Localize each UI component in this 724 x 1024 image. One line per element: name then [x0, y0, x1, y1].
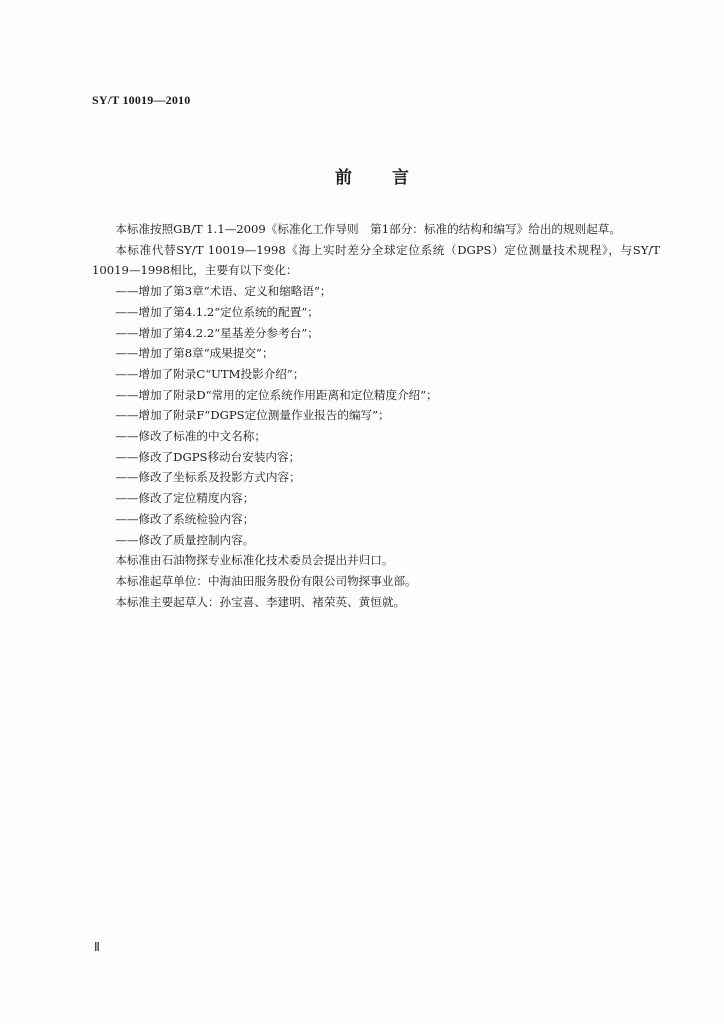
- list-item: ——增加了附录F“DGPS定位测量作业报告的编写”；: [115, 408, 390, 423]
- paragraph-drafting-unit: 本标准起草单位：中海油田服务股份有限公司物探事业部。: [115, 573, 417, 588]
- page-title: 前言: [335, 168, 449, 188]
- list-item: ——增加了第8章“成果提交”；: [115, 346, 274, 361]
- paragraph-drafting-rules: 本标准按照GB/T 1.1—2009《标准化工作导则 第1部分：标准的结构和编写》给出的规则起草。: [115, 222, 621, 236]
- document-body: [92, 219, 660, 612]
- paragraph-drafters: 本标准主要起草人：孙宝喜、李建明、褚荣英、黄恒就。: [115, 594, 406, 609]
- paragraph-proposer: 本标准由石油物探专业标准化技术委员会提出并归口。: [115, 553, 394, 568]
- list-item: ——修改了坐标系及投影方式内容；: [115, 470, 301, 485]
- list-item: ——增加了附录C“UTM投影介绍”；: [115, 366, 305, 381]
- list-item: ——修改了标准的中文名称；: [115, 429, 266, 444]
- list-item: ——修改了定位精度内容；: [115, 491, 255, 506]
- standard-code: SY/T 10019—2010: [92, 93, 191, 107]
- paragraph-replacement: 本标准代替SY/T 10019—1998《海上实时差分全球定位系统（DGPS）定位测量技术规程》，与SY/T 10019—1998相比，主要有以下变化：: [92, 242, 660, 278]
- list-item: ——增加了附录D“常用的定位系统作用距离和定位精度介绍”；: [115, 387, 438, 402]
- page-number: Ⅱ: [94, 940, 100, 954]
- list-item: ——修改了系统检验内容；: [115, 511, 255, 526]
- list-item: ——增加了第3章“术语、定义和缩略语”；: [115, 284, 332, 299]
- list-item: ——增加了第4.2.2“星基差分参考台”；: [115, 325, 319, 340]
- changes-list: [92, 281, 660, 550]
- list-item: ——修改了DGPS移动台安装内容；: [115, 449, 301, 464]
- list-item: ——修改了质量控制内容。: [115, 532, 255, 547]
- list-item: ——增加了第4.1.2“定位系统的配置”；: [115, 304, 319, 319]
